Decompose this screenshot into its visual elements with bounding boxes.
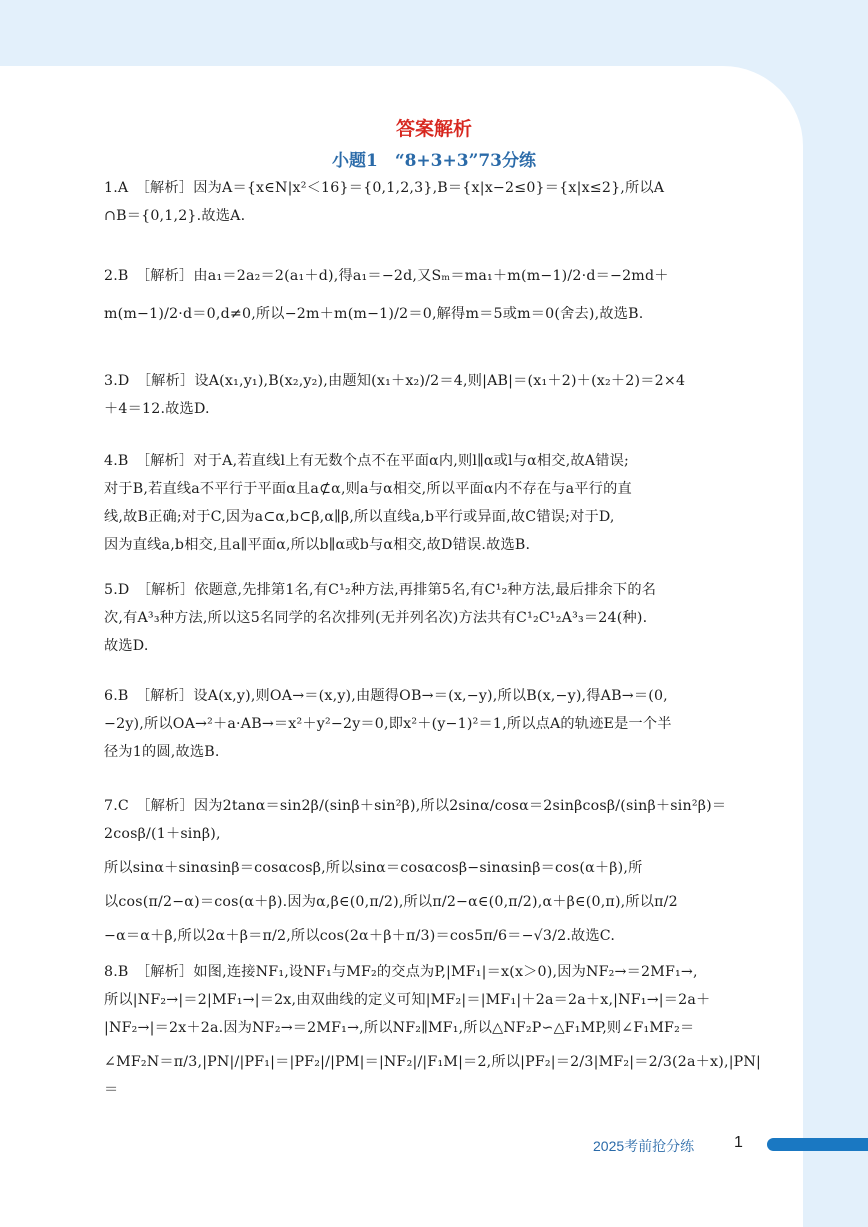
answer-item-2 (104, 262, 768, 328)
answer-line: ∠MF₂N＝π/3,|PN|/|PF₁|＝|PF₂|/|PM|＝|NF₂|/|F₁M|＝2,所以|PF₂|＝2/3|MF₂|＝2/3(2a＋x),|PN|＝ (104, 1054, 762, 1098)
answer-item-4 (104, 447, 768, 559)
answer-line: 次,有A³₃种方法,所以这5名同学的名次排列(无并列名次)方法共有C¹₂C¹₂A³₃＝24(种). (104, 610, 648, 626)
answer-item-1 (104, 174, 768, 230)
answer-line: 8.B ［解析］如图,连接NF₁,设NF₁与MF₂的交点为P,|MF₁|＝x(x＞0),因为NF₂→＝2MF₁→, (104, 964, 698, 980)
answer-line: 5.D ［解析］依题意,先排第1名,有C¹₂种方法,再排第5名,有C¹₂种方法,最后排余下的名 (104, 582, 657, 598)
footer-label: 2025考前抢分练 (593, 1138, 695, 1154)
answer-item-6 (104, 682, 768, 766)
answer-line: 所以sinα＋sinαsinβ＝cosαcosβ,所以sinα＝cosαcosβ−sinαsinβ＝cos(α＋β),所 (104, 860, 643, 876)
answer-item-7 (104, 792, 768, 950)
answer-item-8 (104, 958, 768, 1104)
answer-line: −2y),所以OA→²＋a·AB→＝x²＋y²−2y＝0,即x²＋(y−1)²＝1,所以点A的轨迹E是一个半 (104, 716, 672, 732)
answer-line: 线,故B正确;对于C,因为a⊂α,b⊂β,α∥β,所以直线a,b平行或异面,故C错误;对于D, (104, 509, 615, 525)
answer-line: 1.A ［解析］因为A＝{x∈N|x²＜16}＝{0,1,2,3},B＝{x|x−2≤0}＝{x|x≤2},所以A (104, 180, 665, 196)
answer-line: 对于B,若直线a不平行于平面α且a⊄α,则a与α相交,所以平面α内不存在与a平行的直 (104, 481, 632, 497)
answer-line: 3.D ［解析］设A(x₁,y₁),B(x₂,y₂),由题知(x₁＋x₂)/2＝4,则|AB|＝(x₁＋2)＋(x₂＋2)＝2×4 (104, 373, 686, 389)
answer-line: 因为直线a,b相交,且a∥平面α,所以b∥α或b与α相交,故D错误.故选B. (104, 537, 531, 553)
answer-line: 故选D. (104, 638, 149, 654)
page-title: 答案解析 (395, 118, 472, 140)
answer-line: 2.B ［解析］由a₁＝2a₂＝2(a₁＋d),得a₁＝−2d,又Sₘ＝ma₁＋m(m−1)/2·d＝−2md＋ (104, 268, 669, 284)
answer-line: m(m−1)/2·d＝0,d≠0,所以−2m＋m(m−1)/2＝0,解得m＝5或m＝0(舍去),故选B. (104, 306, 644, 322)
answer-line: |NF₂→|＝2x＋2a.因为NF₂→＝2MF₁→,所以NF₂∥MF₁,所以△NF₂P∽△F₁MP,则∠F₁MF₂＝ (104, 1020, 695, 1036)
answer-line: ＋4＝12.故选D. (104, 401, 210, 417)
page-number: 1 (734, 1134, 743, 1151)
section-subtitle: 小题1 “8+3+3”73分练 (331, 151, 537, 171)
answer-line: 4.B ［解析］对于A,若直线l上有无数个点不在平面α内,则l∥α或l与α相交,故A错误; (104, 453, 630, 469)
answer-line: ∩B＝{0,1,2}.故选A. (104, 208, 246, 224)
answer-line: 7.C ［解析］因为2tanα＝sin2β/(sinβ＋sin²β),所以2sinα/cosα＝2sinβcosβ/(sinβ＋sin²β)＝2cosβ/(1＋sinβ), (104, 798, 727, 842)
answer-line: 6.B ［解析］设A(x,y),则OA→＝(x,y),由题得OB→＝(x,−y),所以B(x,−y),得AB→＝(0, (104, 688, 668, 704)
answer-item-3 (104, 367, 768, 423)
answer-line: 以cos(π/2−α)＝cos(α＋β).因为α,β∈(0,π/2),所以π/2−α∈(0,π/2),α＋β∈(0,π),所以π/2 (104, 894, 678, 910)
answer-line: −α＝α＋β,所以2α＋β＝π/2,所以cos(2α＋β＋π/3)＝cos5π/6＝−√3/2.故选C. (104, 928, 616, 944)
footer-accent-bar (767, 1138, 868, 1151)
answer-item-5 (104, 576, 768, 660)
answer-line: 径为1的圆,故选B. (104, 744, 220, 760)
answer-line: 所以|NF₂→|＝2|MF₁→|＝2x,由双曲线的定义可知|MF₂|＝|MF₁|＋2a＝2a＋x,|NF₁→|＝2a＋ (104, 992, 711, 1008)
